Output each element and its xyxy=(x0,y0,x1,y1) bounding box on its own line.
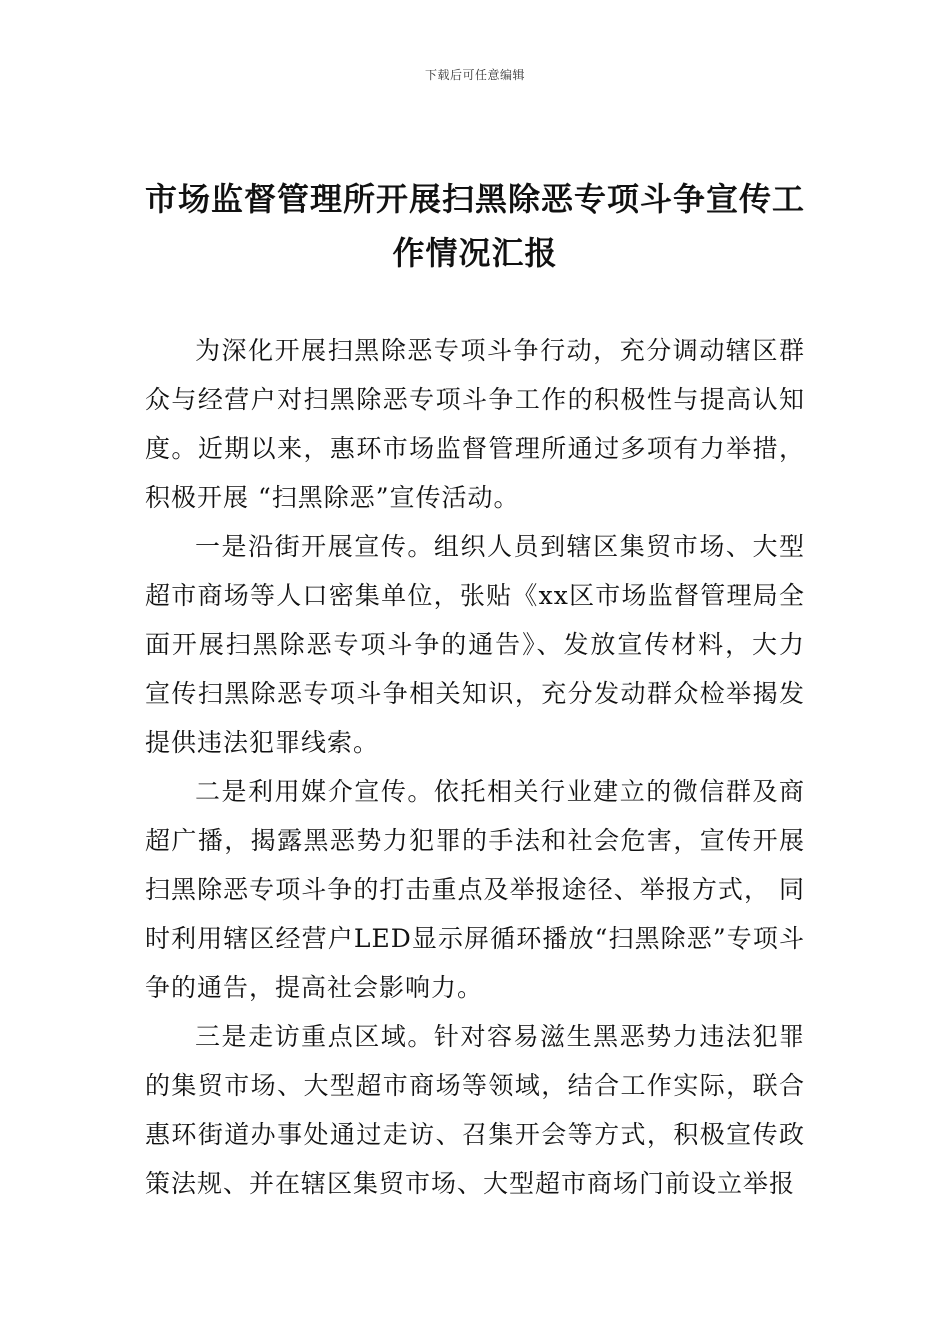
paragraph-key-area-visits: 三是走访重点区域。针对容易滋生黑恶势力违法犯罪的集贸市场、大型超市商场等领域，结合工作实际，联合惠环街道办事处通过走访、召集开会等方式，积极宣传政策法规、并在辖区集贸市场、大型超市商场门前设立举报 xyxy=(145,1022,805,1198)
header-note: 下载后可任意编辑 xyxy=(424,68,525,82)
paragraph-street-publicity: 一是沿街开展宣传。组织人员到辖区集贸市场、大型超市商场等人口密集单位，张贴《xx区市场监督管理局全面开展扫黑除恶专项斗争的通告》、发放宣传材料，大力宣传扫黑除恶专项斗争相关知识，充分发动群众检举揭发提供违法犯罪线索。 xyxy=(145,532,805,757)
paragraph-intro: 为深化开展扫黑除恶专项斗争行动，充分调动辖区群众与经营户对扫黑除恶专项斗争工作的积极性与提高认知度。近期以来，惠环市场监督管理所通过多项有力举措，积极开展 “扫黑除恶”宣传活动。 xyxy=(145,336,805,512)
document-body xyxy=(145,326,805,1208)
paragraph-media-publicity: 二是利用媒介宣传。依托相关行业建立的微信群及商超广播，揭露黑恶势力犯罪的手法和社会危害，宣传开展扫黑除恶专项斗争的打击重点及举报途径、举报方式， 同时利用辖区经营户LED显示屏循环播放“扫黑除恶”专项斗争的通告，提高社会影响力。 xyxy=(145,777,805,1002)
document-title: 市场监督管理所开展扫黑除恶专项斗争宣传工作情况汇报 xyxy=(144,180,805,272)
